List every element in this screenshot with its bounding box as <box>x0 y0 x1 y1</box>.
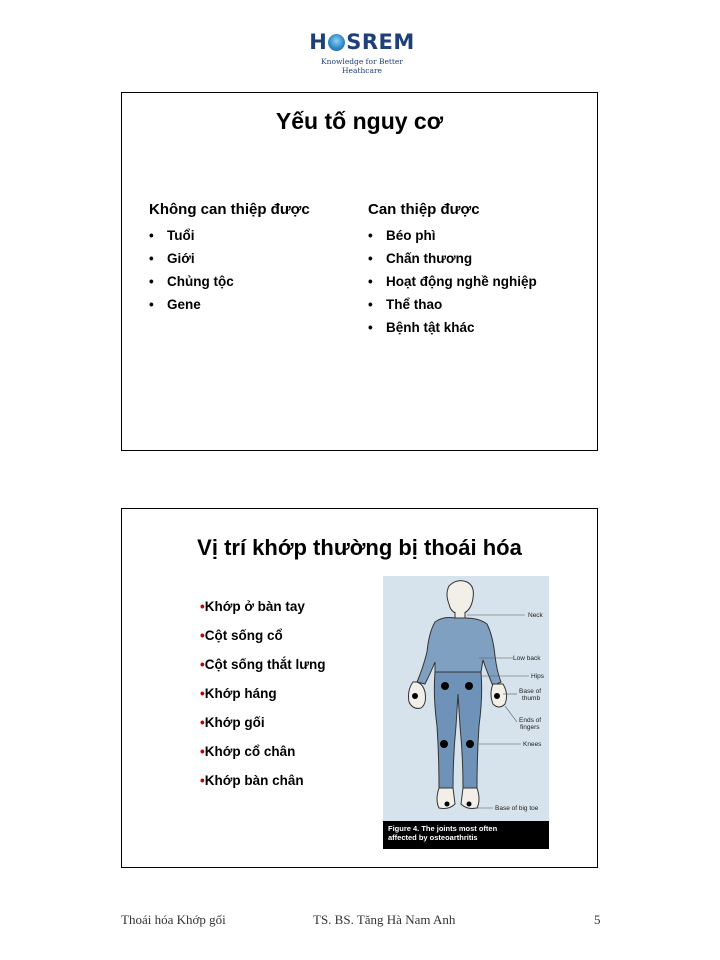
label-base-big-toe: Base of big toe <box>495 805 539 812</box>
logo-globe-icon <box>328 34 345 51</box>
modifiable-column <box>368 201 537 339</box>
thumb-joint-dot <box>412 693 418 699</box>
label-ends-fingers-2: fingers <box>520 724 540 731</box>
list-item: •Khớp háng <box>200 686 277 701</box>
bullet-icon: • <box>200 744 205 759</box>
label-base-thumb-2: thumb <box>522 695 541 702</box>
bullet-icon: • <box>200 599 205 614</box>
list-item: • Bệnh tật khác <box>368 316 537 339</box>
list-item: •Khớp cổ chân <box>200 744 296 759</box>
logo-wordmark: H SREM <box>309 30 415 54</box>
column-heading: Can thiệp được <box>368 201 480 218</box>
joint-list <box>200 597 326 800</box>
non-modifiable-column <box>149 201 310 316</box>
caption-line: Figure 4. The joints most often <box>388 824 498 833</box>
logo-tagline: Knowledge for Better Heathcare <box>321 57 403 75</box>
osteoarthritis-figure <box>383 576 549 849</box>
page-number: 5 <box>594 912 601 927</box>
list-item: • Chủng tộc <box>149 270 310 293</box>
footer-title: Thoái hóa Khớp gối <box>121 912 226 927</box>
list-item: •Khớp gối <box>200 715 265 730</box>
label-neck: Neck <box>528 612 543 619</box>
list-item: •Khớp ở bàn tay <box>200 599 305 614</box>
non-modifiable-list <box>149 224 310 316</box>
label-low-back: Low back <box>513 655 541 662</box>
list-item: •Khớp bàn chân <box>200 773 304 788</box>
list-item: • Chấn thương <box>368 247 537 270</box>
caption-line: affected by osteoarthritis <box>388 833 478 842</box>
label-knees: Knees <box>523 741 542 748</box>
list-item: • Thể thao <box>368 293 537 316</box>
thumb-joint-dot <box>494 693 500 699</box>
label-hips: Hips <box>531 673 545 680</box>
list-item: • Tuổi <box>149 224 310 247</box>
slide-title: Vị trí khớp thường bị thoái hóa <box>197 535 522 560</box>
bullet-icon: • <box>200 773 205 788</box>
label-base-thumb-1: Base of <box>519 688 542 695</box>
label-ends-fingers-1: Ends of <box>519 717 542 724</box>
list-item: • Gene <box>149 293 310 316</box>
modifiable-list <box>368 224 537 339</box>
list-item: • Giới <box>149 247 310 270</box>
list-item: • Hoạt động nghề nghiệp <box>368 270 537 293</box>
bullet-icon: • <box>200 686 205 701</box>
slide-joint-locations <box>121 508 598 868</box>
body-illustration <box>383 576 549 821</box>
toe-joint-dot <box>467 802 472 807</box>
list-item: •Cột sống cổ <box>200 628 283 643</box>
hosrem-logo <box>300 30 424 75</box>
footer-author: TS. BS. Tăng Hà Nam Anh <box>313 912 456 927</box>
toe-joint-dot <box>445 802 450 807</box>
knee-joint-dot <box>466 740 474 748</box>
bullet-icon: • <box>200 715 205 730</box>
hip-joint-dot <box>441 682 449 690</box>
slide-risk-factors <box>121 92 598 451</box>
column-heading: Không can thiệp được <box>149 201 310 218</box>
bullet-icon: • <box>200 628 205 643</box>
slide-title: Yếu tố nguy cơ <box>275 108 444 134</box>
bullet-icon: • <box>200 657 205 672</box>
list-item: •Cột sống thắt lưng <box>200 657 326 672</box>
hip-joint-dot <box>465 682 473 690</box>
knee-joint-dot <box>440 740 448 748</box>
figure-caption <box>383 821 549 849</box>
list-item: • Béo phì <box>368 224 537 247</box>
